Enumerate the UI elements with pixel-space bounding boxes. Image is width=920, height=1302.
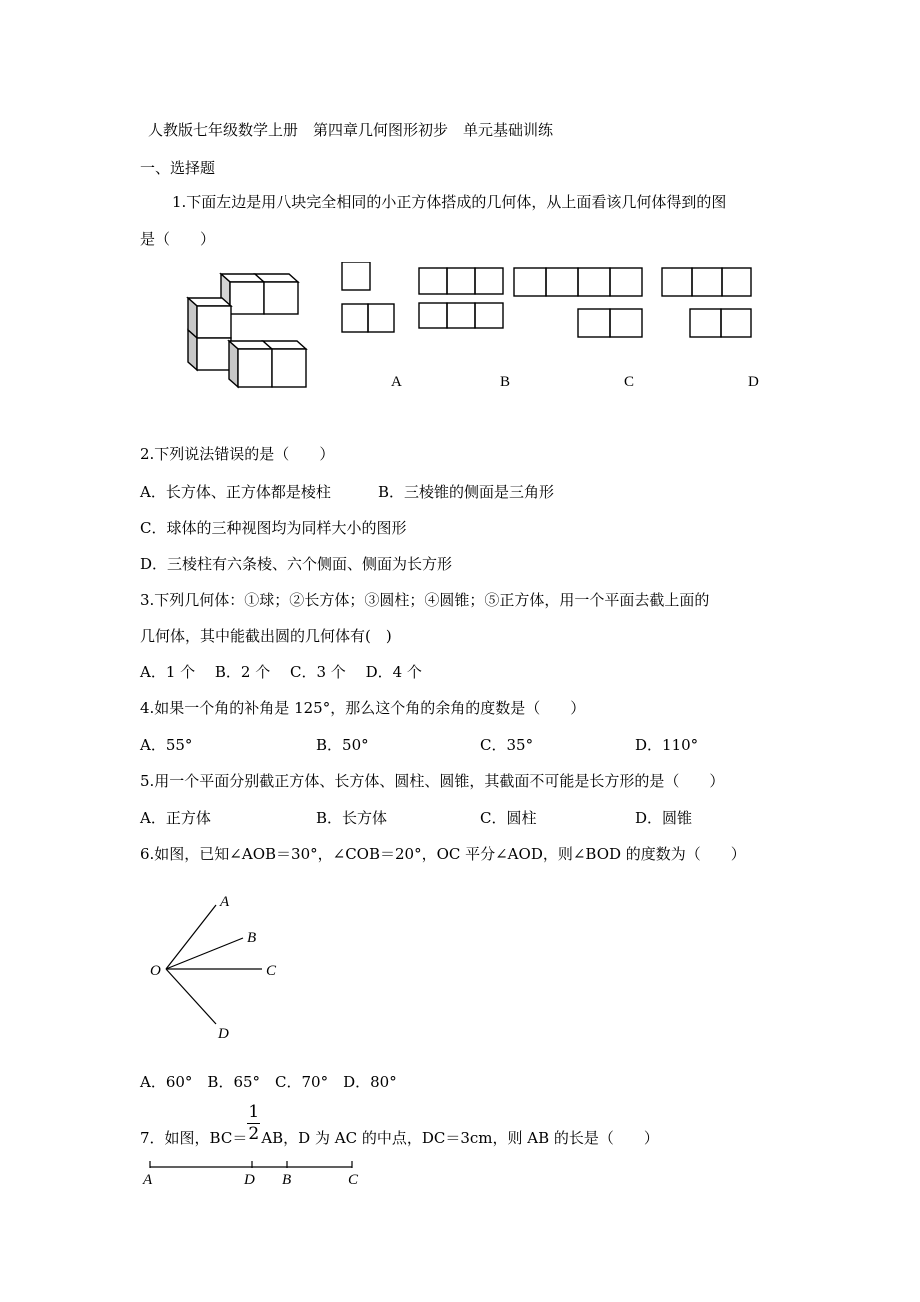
question-2-option-b: B．三棱锥的侧面是三角形 <box>378 483 555 501</box>
question-4-stem: 4.如果一个角的补角是 125°，那么这个角的余角的度数是（ ） <box>140 699 586 717</box>
question-3-line-1: 3.下列几何体：①球；②长方体；③圆柱；④圆锥；⑤正方体，用一个平面去截上面的 <box>140 591 710 609</box>
option-d-label: D <box>748 374 759 390</box>
segment-point-d-label: D <box>244 1172 255 1188</box>
question-5-option-a: A．正方体 <box>140 809 211 827</box>
question-4-option-d: D．110° <box>635 736 699 754</box>
question-6-angle-figure <box>0 880 920 1060</box>
question-1-figure <box>0 262 920 402</box>
question-2-option-d: D．三棱柱有六条棱、六个侧面、侧面为长方形 <box>140 555 453 573</box>
option-c-view <box>514 268 642 337</box>
option-a-label: A <box>391 374 402 390</box>
question-4-option-c: C．35° <box>480 736 534 754</box>
option-d-view <box>662 268 751 337</box>
question-6-stem: 6.如图，已知∠AOB＝30°，∠COB＝20°，OC 平分∠AOD，则∠BOD 的度数为（ ） <box>140 845 746 863</box>
ray-od <box>166 969 216 1024</box>
question-7-segment-figure <box>0 1152 920 1192</box>
fraction <box>247 1102 261 1148</box>
point-d-label: D <box>218 1026 229 1042</box>
question-7-stem <box>140 1102 659 1148</box>
option-a-view <box>342 262 394 332</box>
question-1-line-2: 是（ ） <box>140 230 216 248</box>
section-heading: 一、选择题 <box>140 159 216 177</box>
option-c-label: C <box>624 374 635 390</box>
question-3-options: A．1 个 B．2 个 C．3 个 D．4 个 <box>140 663 422 681</box>
segment-point-b-label: B <box>282 1172 292 1188</box>
point-c-label: C <box>266 963 277 979</box>
segment-point-c-label: C <box>348 1172 359 1188</box>
question-3-line-2: 几何体，其中能截出圆的几何体有( ) <box>140 627 392 645</box>
cube-solid-figure <box>188 274 306 387</box>
point-a-label: A <box>220 894 230 910</box>
option-b-view <box>419 268 503 328</box>
question-5-option-b: B．长方体 <box>316 809 388 827</box>
point-b-label: B <box>247 930 257 946</box>
segment-point-a-label: A <box>143 1172 153 1188</box>
question-2-option-a: A．长方体、正方体都是棱柱 <box>140 483 331 501</box>
question-5-option-c: C．圆柱 <box>480 809 537 827</box>
question-7-stem-prefix: 7．如图，BC＝ <box>140 1129 248 1147</box>
question-2-option-c: C．球体的三种视图均为同样大小的图形 <box>140 519 407 537</box>
option-b-label: B <box>500 374 511 390</box>
question-2-stem: 2.下列说法错误的是（ ） <box>140 445 335 463</box>
question-6-options: A．60° B．65° C．70° D．80° <box>140 1073 397 1091</box>
question-1-line-1: 1.下面左边是用八块完全相同的小正方体搭成的几何体，从上面看该几何体得到的图 <box>172 193 727 211</box>
point-o-label: O <box>150 963 161 979</box>
question-7-stem-suffix: AB，D 为 AC 的中点，DC＝3cm，则 AB 的长是（ ） <box>261 1129 659 1147</box>
question-5-option-d: D．圆锥 <box>635 809 693 827</box>
question-4-option-a: A．55° <box>140 736 193 754</box>
question-5-stem: 5.用一个平面分别截正方体、长方体、圆柱、圆锥，其截面不可能是长方形的是（ ） <box>140 772 725 790</box>
fraction-denominator: 2 <box>248 1124 260 1144</box>
question-4-option-b: B．50° <box>316 736 369 754</box>
fraction-numerator: 1 <box>248 1102 260 1122</box>
page-title: 人教版七年级数学上册 第四章几何图形初步 单元基础训练 <box>148 121 554 139</box>
